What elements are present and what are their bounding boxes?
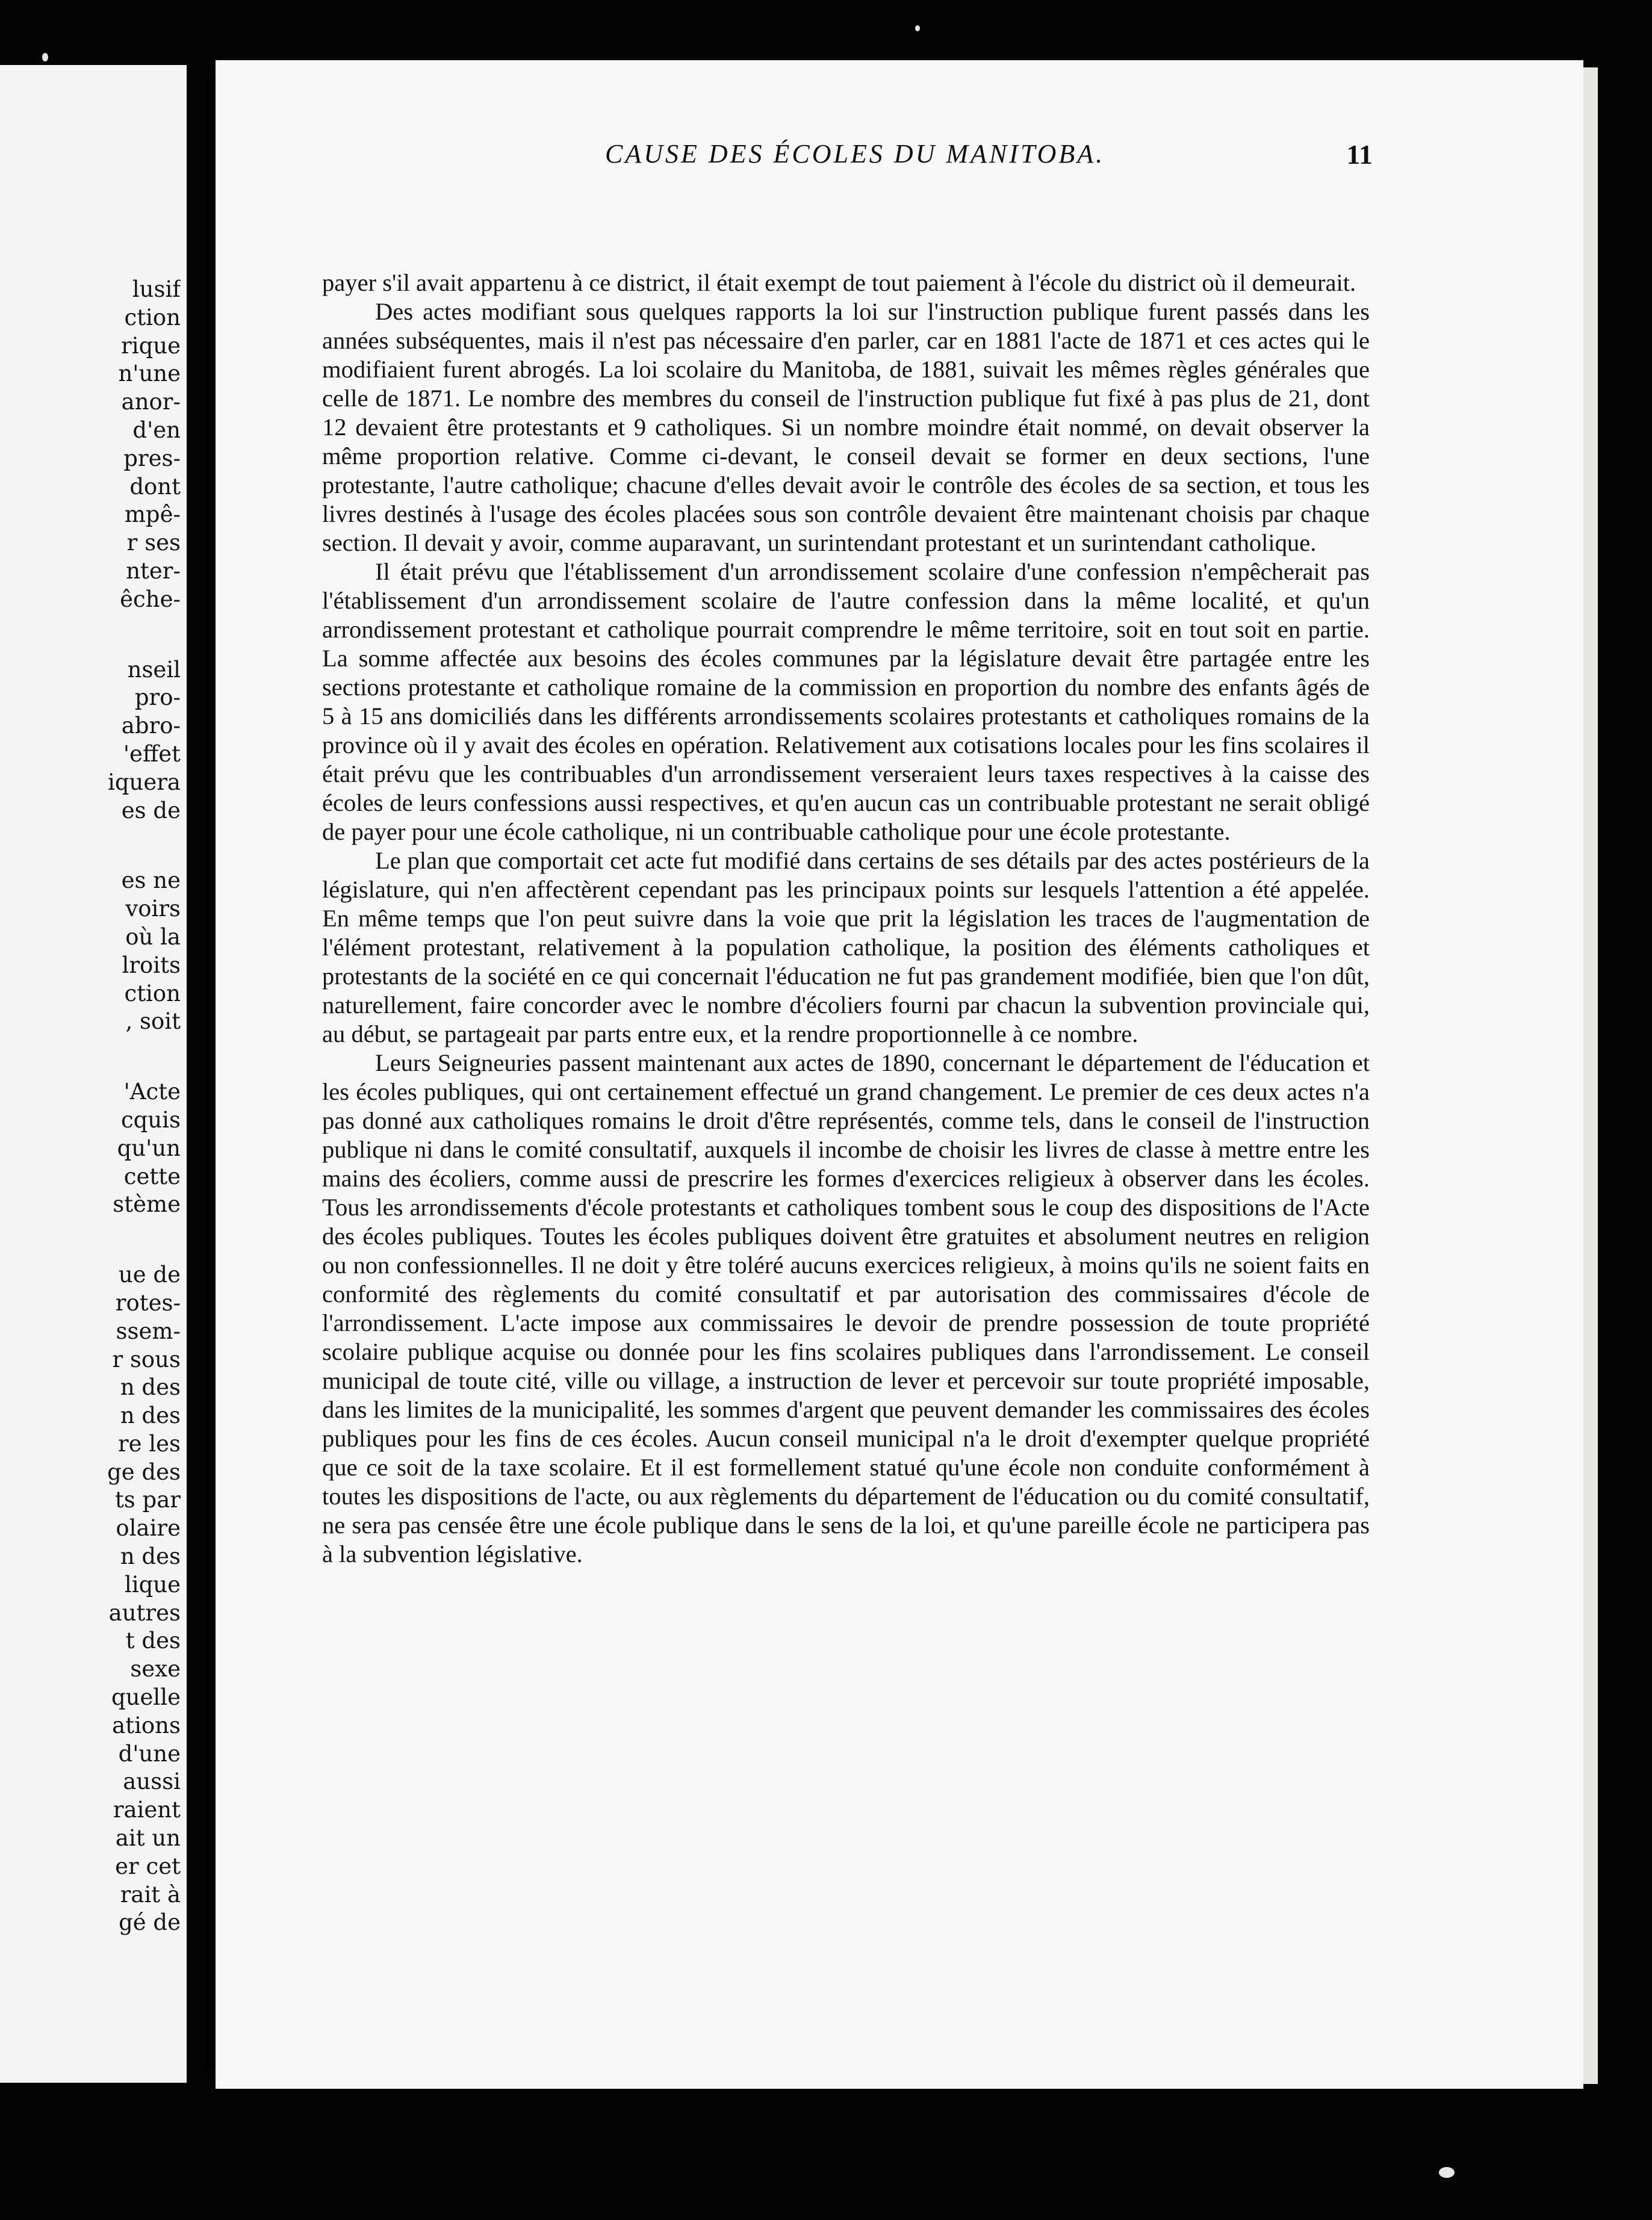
left-page-fragment: ssem-	[116, 1318, 181, 1344]
left-page-fragment: lusif	[132, 276, 181, 302]
paragraph: Le plan que comportait cet acte fut modifié dans certains de ses détails par des actes postérieurs de la législature, qui n'en affectèrent cependant pas les principaux points sur lesquels l'attention a été appelée. En même temps que l'on peut suivre dans la voie que prit la législation les traces de l'augmentation de l'élément protestant, relativement à la population catholique, la position des éléments catholiques et protestants de la société en ce qui concernait l'éducation ne fut pas grandement modifiée, bien que l'on dût, naturellement, faire concorder avec le nombre d'écoliers fourni par chacun la subvention provinciale qui, au début, se partageait par parts entre eux, et la rendre proportionnelle à ce nombre.	[322, 847, 1370, 1047]
left-page-fragment: n des	[120, 1543, 181, 1570]
left-page-fragment: quelle	[111, 1684, 181, 1711]
left-page-fragment: re les	[117, 1430, 181, 1457]
left-page-fragment: ge des	[107, 1459, 181, 1485]
running-head	[385, 138, 1373, 181]
left-page-fragment: 'effet	[123, 740, 181, 767]
left-page-fragment: n des	[120, 1403, 181, 1429]
left-page-paragraph-gap	[0, 614, 181, 656]
scan-speck	[42, 53, 48, 61]
left-page-fragment: er cet	[115, 1853, 181, 1879]
left-page-fragment: r ses	[126, 530, 181, 556]
page-edge	[1583, 67, 1598, 2084]
left-page-fragment: ait un	[115, 1825, 181, 1852]
left-page-fragment: cquis	[120, 1106, 181, 1133]
left-page-fragment: autres	[108, 1599, 181, 1626]
left-page-fragment: ction	[124, 304, 181, 330]
left-page-fragment: rait à	[120, 1881, 181, 1908]
left-page-paragraph-gap	[0, 825, 181, 867]
left-page-fragment: , soit	[125, 1008, 181, 1035]
left-page-fragment: gé de	[119, 1909, 181, 1936]
paragraph: Des actes modifiant sous quelques rapports la loi sur l'instruction publique furent passés dans les années subséquentes, mais il n'est pas nécessaire d'en parler, car en 1881 l'acte de 1871 et ces actes qui le modifiaient furent abrogés. La loi scolaire du Manitoba, de 1881, suivait les mêmes règles générales que celle de 1871. Le nombre des membres du conseil de l'instruction publique fut fixé à pas plus de 21, dont 12 devaient être protestants et 9 catholiques. Si un nombre moindre était nommé, on devait observer la même proportion relative. Comme ci-devant, le conseil devait se former en deux sections, l'une protestante, l'autre catholique; chacune d'elles devait avoir le contrôle des écoles de sa section, et tous les livres destinés à l'usage des écoles placées sous son contrôle devaient être maintenant choisis par chaque section. Il devait y avoir, comme auparavant, un surintendant protestant et un surintendant catholique.	[322, 298, 1370, 556]
scan-speck	[915, 25, 920, 31]
left-page-fragment: raient	[113, 1797, 181, 1823]
left-page-fragment: nseil	[127, 656, 181, 683]
left-facing-page	[0, 65, 187, 2083]
left-page-text-fragments	[0, 276, 181, 1937]
left-page-fragment: olaire	[116, 1515, 181, 1542]
left-page-fragment: lroits	[122, 952, 181, 978]
left-page-fragment: où la	[125, 923, 181, 950]
left-page-fragment: anor-	[121, 389, 181, 415]
left-page-fragment: r sous	[112, 1346, 181, 1372]
left-page-fragment: es de	[121, 797, 181, 823]
paragraph: Il était prévu que l'établissement d'un arrondissement scolaire d'une confession n'empêcherait pas l'établissement d'un arrondissement scolaire de l'autre confession dans la même localité, et qu'un arrondissement protestant et catholique pourrait comprendre le même territoire, soit en tout soit en partie. La somme affectée aux besoins des écoles communes par la législature devait être partagée entre les sections protestante et catholique romaine de la commission en proportion du nombre des enfants âgés de 5 à 15 ans domiciliés dans les différents arrondissements scolaires protestants et catholiques romains de la province où il y avait des écoles en opération. Relativement aux cotisations locales pour les fins scolaires il était prévu que les contribuables d'un arrondissement verseraient leurs taxes respectives à la caisse des écoles de leurs confessions aussi respectives, et qu'en aucun cas un contribuable protestant ne serait obligé de payer pour une école catholique, ni un contribuable catholique pour une école protestante.	[322, 558, 1370, 845]
scan-speck	[1439, 2167, 1455, 2178]
left-page-fragment: stème	[113, 1191, 181, 1218]
left-page-fragment: pres-	[123, 445, 181, 471]
left-page-fragment: ction	[124, 980, 181, 1006]
body-text	[322, 268, 1370, 1569]
left-page-fragment: n des	[120, 1374, 181, 1401]
paragraph: Leurs Seigneuries passent maintenant aux actes de 1890, concernant le département de l'éducation et les écoles publiques, qui ont certainement effectué un grand changement. Le premier de ces deux actes n'a pas donné aux catholiques romains le droit d'être représentés, comme tels, dans le conseil de l'instruction publique ni dans le comité consultatif, auxquels il incombe de choisir les livres de classe à mettre entre les mains des écoliers, comme aussi de prescrire les formes d'exercices religieux à observer dans les écoles. Tous les arrondissements d'école protestants et catholiques tombent sous le coup des dispositions de l'Acte des écoles publiques. Toutes les écoles publiques doivent être gratuites et absolument neutres en religion ou non confessionnelles. Il ne doit y être toléré aucuns exercices religieux, à moins qu'ils ne soient faits en conformité des règlements du comité consultatif et par autorisation des commissaires d'école de l'arrondissement. L'acte impose aux commissaires le devoir de prendre possession de toute propriété scolaire publique acquise ou donnée pour les fins scolaires publiques dans l'arrondissement. Le conseil municipal de toute cité, ville ou village, a instruction de lever et percevoir sur toute propriété imposable, dans les limites de la municipalité, les sommes d'argent que peuvent demander les commissaires des écoles publiques pour les fins de ces écoles. Aucun conseil municipal n'a le droit d'exempter quelque propriété que ce soit de la taxe scolaire. Et il est formellement statué qu'une école non conduite conformément à toutes les dispositions de l'acte, ou aux règlements du département de l'éducation ou du comité consultatif, ne sera pas censée être une école publique dans le sens de la loi, et qu'une pareille école ne participera pas à la subvention législative.	[322, 1049, 1370, 1567]
left-page-fragment: rotes-	[115, 1289, 181, 1316]
left-page-fragment: dont	[129, 473, 181, 500]
left-page-fragment: nter-	[126, 557, 181, 584]
paragraph-continuation: payer s'il avait appartenu à ce district, il était exempt de tout paiement à l'école du district où il demeurait.	[322, 269, 1356, 296]
left-page-fragment: n'une	[118, 361, 181, 387]
left-page-fragment: ts par	[114, 1487, 181, 1513]
left-page-fragment: mpê-	[124, 501, 181, 528]
left-page-fragment: cette	[123, 1163, 181, 1189]
left-page-fragment: ations	[112, 1712, 181, 1738]
left-page-fragment: ue de	[118, 1262, 181, 1288]
left-page-fragment: sexe	[130, 1656, 181, 1682]
left-page-fragment: 'Acte	[123, 1079, 181, 1105]
left-page-fragment: rique	[121, 332, 181, 359]
left-page-fragment: êche-	[120, 586, 181, 612]
left-page-fragment: aussi	[123, 1769, 181, 1795]
left-page-fragment: d'en	[132, 417, 181, 443]
left-page-fragment: lique	[124, 1571, 181, 1598]
left-page-fragment: es ne	[121, 867, 181, 894]
left-page-paragraph-gap	[0, 1036, 181, 1078]
running-title: CAUSE DES ÉCOLES DU MANITOBA.	[605, 139, 1105, 169]
left-page-fragment: iquera	[108, 769, 181, 795]
left-page-fragment: abro-	[121, 713, 181, 739]
page-number: 11	[1346, 139, 1373, 170]
left-page-fragment: voirs	[125, 896, 181, 922]
left-page-fragment: qu'un	[117, 1135, 181, 1161]
left-page-paragraph-gap	[0, 1219, 181, 1261]
left-page-fragment: d'une	[118, 1740, 181, 1767]
book-spine-shadow	[205, 78, 216, 2071]
left-page-fragment: pro-	[134, 684, 181, 711]
left-page-fragment: t des	[125, 1628, 181, 1654]
